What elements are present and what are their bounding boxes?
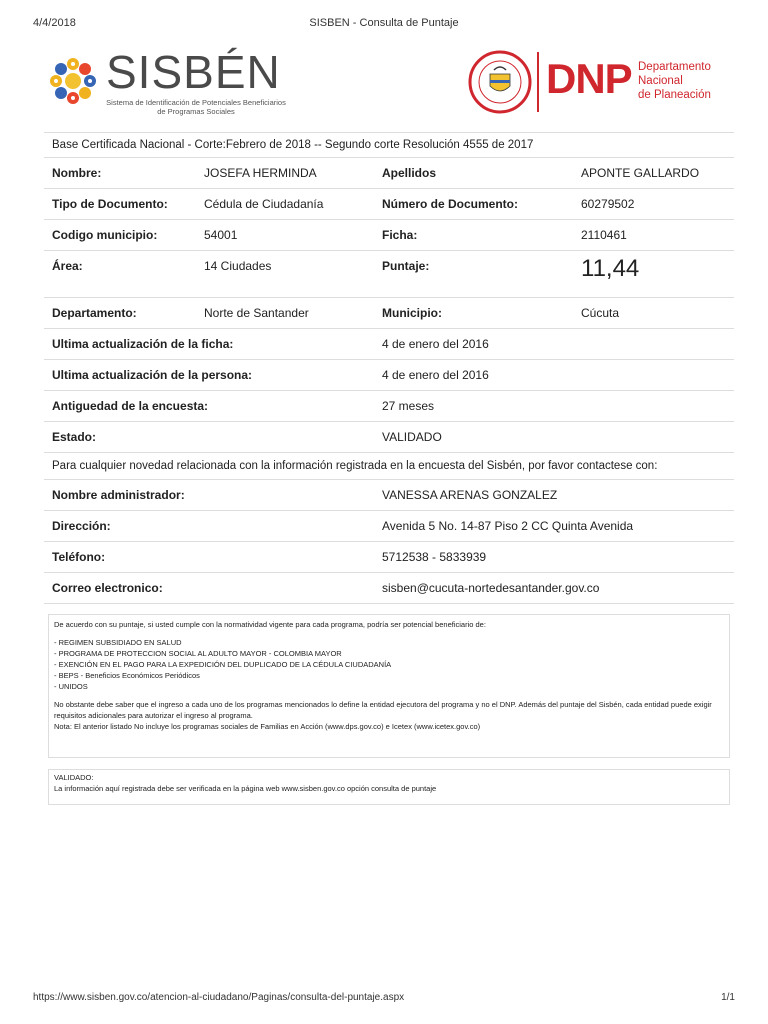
- programs-note2: Nota: El anterior listado No incluye los programas sociales de Familias en Acción (www.dps.gov.co) e Icetex (www.icetex.gov.co): [54, 722, 481, 731]
- result-table: [44, 132, 734, 604]
- program-item: - PROGRAMA DE PROTECCION SOCIAL AL ADULTO MAYOR - COLOMBIA MAYOR: [54, 649, 342, 658]
- value-ficha: 2110461: [581, 228, 627, 242]
- dnp-name-line3: de Planeación: [638, 89, 711, 101]
- validation-text: La información aquí registrada debe ser verificada en la página web www.sisben.gov.co opción consulta de puntaje: [54, 784, 437, 793]
- label-estado: Estado:: [52, 430, 97, 444]
- label-tipo-doc: Tipo de Documento:: [52, 197, 168, 211]
- value-apellidos: APONTE GALLARDO: [581, 166, 700, 180]
- row-municipio-code: [44, 220, 734, 251]
- row-direccion: [44, 511, 734, 542]
- row-estado: [44, 422, 734, 453]
- value-correo[interactable]: sisben@cucuta-nortedesantander.gov.co: [382, 581, 600, 595]
- row-ult-ficha: [44, 329, 734, 360]
- value-ult-ficha: 4 de enero del 2016: [382, 337, 489, 351]
- label-municipio: Municipio:: [382, 306, 442, 320]
- logos-header: [44, 44, 738, 122]
- dnp-name-line2: Nacional: [638, 75, 683, 87]
- value-puntaje: 11,44: [581, 255, 640, 282]
- value-area: 14 Ciudades: [204, 259, 272, 273]
- value-municipio: Cúcuta: [581, 306, 620, 320]
- label-ult-persona: Ultima actualización de la persona:: [52, 368, 253, 382]
- dnp-logo: [468, 48, 738, 116]
- validation-title: VALIDADO:: [54, 773, 94, 782]
- validation-box: [48, 769, 730, 805]
- row-ult-persona: [44, 360, 734, 391]
- label-puntaje: Puntaje:: [382, 259, 430, 273]
- row-departamento: [44, 298, 734, 329]
- dnp-acronym: DNP: [546, 55, 632, 102]
- value-direccion: Avenida 5 No. 14-87 Piso 2 CC Quinta Avenida: [382, 519, 634, 533]
- label-area: Área:: [52, 259, 83, 273]
- label-nombre: Nombre:: [52, 166, 102, 180]
- print-footer: [33, 992, 735, 1006]
- row-nombre: [44, 158, 734, 189]
- label-apellidos: Apellidos: [382, 166, 437, 180]
- value-tipo-doc: Cédula de Ciudadanía: [204, 197, 324, 211]
- label-direccion: Dirección:: [52, 519, 111, 533]
- sisben-sun-icon: [44, 52, 102, 110]
- row-admin: [44, 480, 734, 511]
- value-admin: VANESSA ARENAS GONZALEZ: [382, 488, 558, 502]
- label-admin: Nombre administrador:: [52, 488, 185, 502]
- cut-banner: Base Certificada Nacional - Corte:Febrero de 2018 -- Segundo corte Resolución 4555 de 2017: [44, 132, 734, 158]
- dnp-name-line1: Departamento: [638, 61, 711, 73]
- value-cod-mun: 54001: [204, 228, 238, 242]
- dnp-divider: [537, 52, 539, 112]
- label-antiguedad: Antiguedad de la encuesta:: [52, 399, 209, 413]
- sisben-logo: [44, 44, 284, 122]
- value-depto: Norte de Santander: [204, 306, 309, 320]
- print-url: https://www.sisben.gov.co/atencion-al-ciudadano/Paginas/consulta-del-puntaje.aspx: [33, 992, 405, 1003]
- row-area: [44, 251, 734, 298]
- label-cod-mun: Codigo municipio:: [52, 228, 158, 242]
- print-title: SISBEN - Consulta de Puntaje: [309, 17, 459, 29]
- colombia-seal-icon: [468, 50, 532, 114]
- dnp-name: [638, 60, 711, 102]
- print-date: 4/4/2018: [33, 17, 76, 29]
- label-num-doc: Número de Documento:: [382, 197, 519, 211]
- print-header: [33, 17, 735, 31]
- row-antiguedad: [44, 391, 734, 422]
- value-telefono: 5712538 - 5833939: [382, 550, 487, 564]
- row-documento: [44, 189, 734, 220]
- value-ult-persona: 4 de enero del 2016: [382, 368, 489, 382]
- sisben-wordmark: SISBÉN: [106, 46, 281, 98]
- label-ult-ficha: Ultima actualización de la ficha:: [52, 337, 234, 351]
- label-depto: Departamento:: [52, 306, 137, 320]
- contact-notice: Para cualquier novedad relacionada con la información registrada en la encuesta del Sisbén, por favor contactese con:: [44, 453, 734, 480]
- label-telefono: Teléfono:: [52, 550, 106, 564]
- value-nombre: JOSEFA HERMINDA: [204, 166, 317, 180]
- value-estado: VALIDADO: [382, 430, 442, 444]
- print-page-number: 1/1: [721, 992, 735, 1003]
- sisben-subtitle: Sistema de Identificación de Potenciales Beneficiarios de Programas Sociales: [106, 98, 286, 116]
- value-antiguedad: 27 meses: [382, 399, 435, 413]
- programs-intro: De acuerdo con su puntaje, si usted cumple con la normatividad vigente para cada programa, podría ser potencial beneficiario de:: [54, 620, 486, 629]
- row-correo: [44, 573, 734, 604]
- label-ficha: Ficha:: [382, 228, 418, 242]
- label-correo: Correo electronico:: [52, 581, 163, 595]
- value-num-doc: 60279502: [581, 197, 635, 211]
- program-item: - BEPS - Beneficios Económicos Periódicos: [54, 671, 200, 680]
- program-item: - EXENCIÓN EN EL PAGO PARA LA EXPEDICIÓN DEL DUPLICADO DE LA CÉDULA CIUDADANÍA: [54, 660, 392, 669]
- programs-box: [48, 614, 730, 758]
- row-telefono: [44, 542, 734, 573]
- programs-note1: No obstante debe saber que el ingreso a cada uno de los programas mencionados lo define la entidad ejecutora del programa y no el DNP. Además del puntaje del Sisbén, cada entidad puede exigir requisitos adicionales para autorizar el ingreso al programa.: [54, 700, 712, 720]
- program-item: - REGIMEN SUBSIDIADO EN SALUD: [54, 638, 182, 647]
- program-item: - UNIDOS: [54, 682, 88, 691]
